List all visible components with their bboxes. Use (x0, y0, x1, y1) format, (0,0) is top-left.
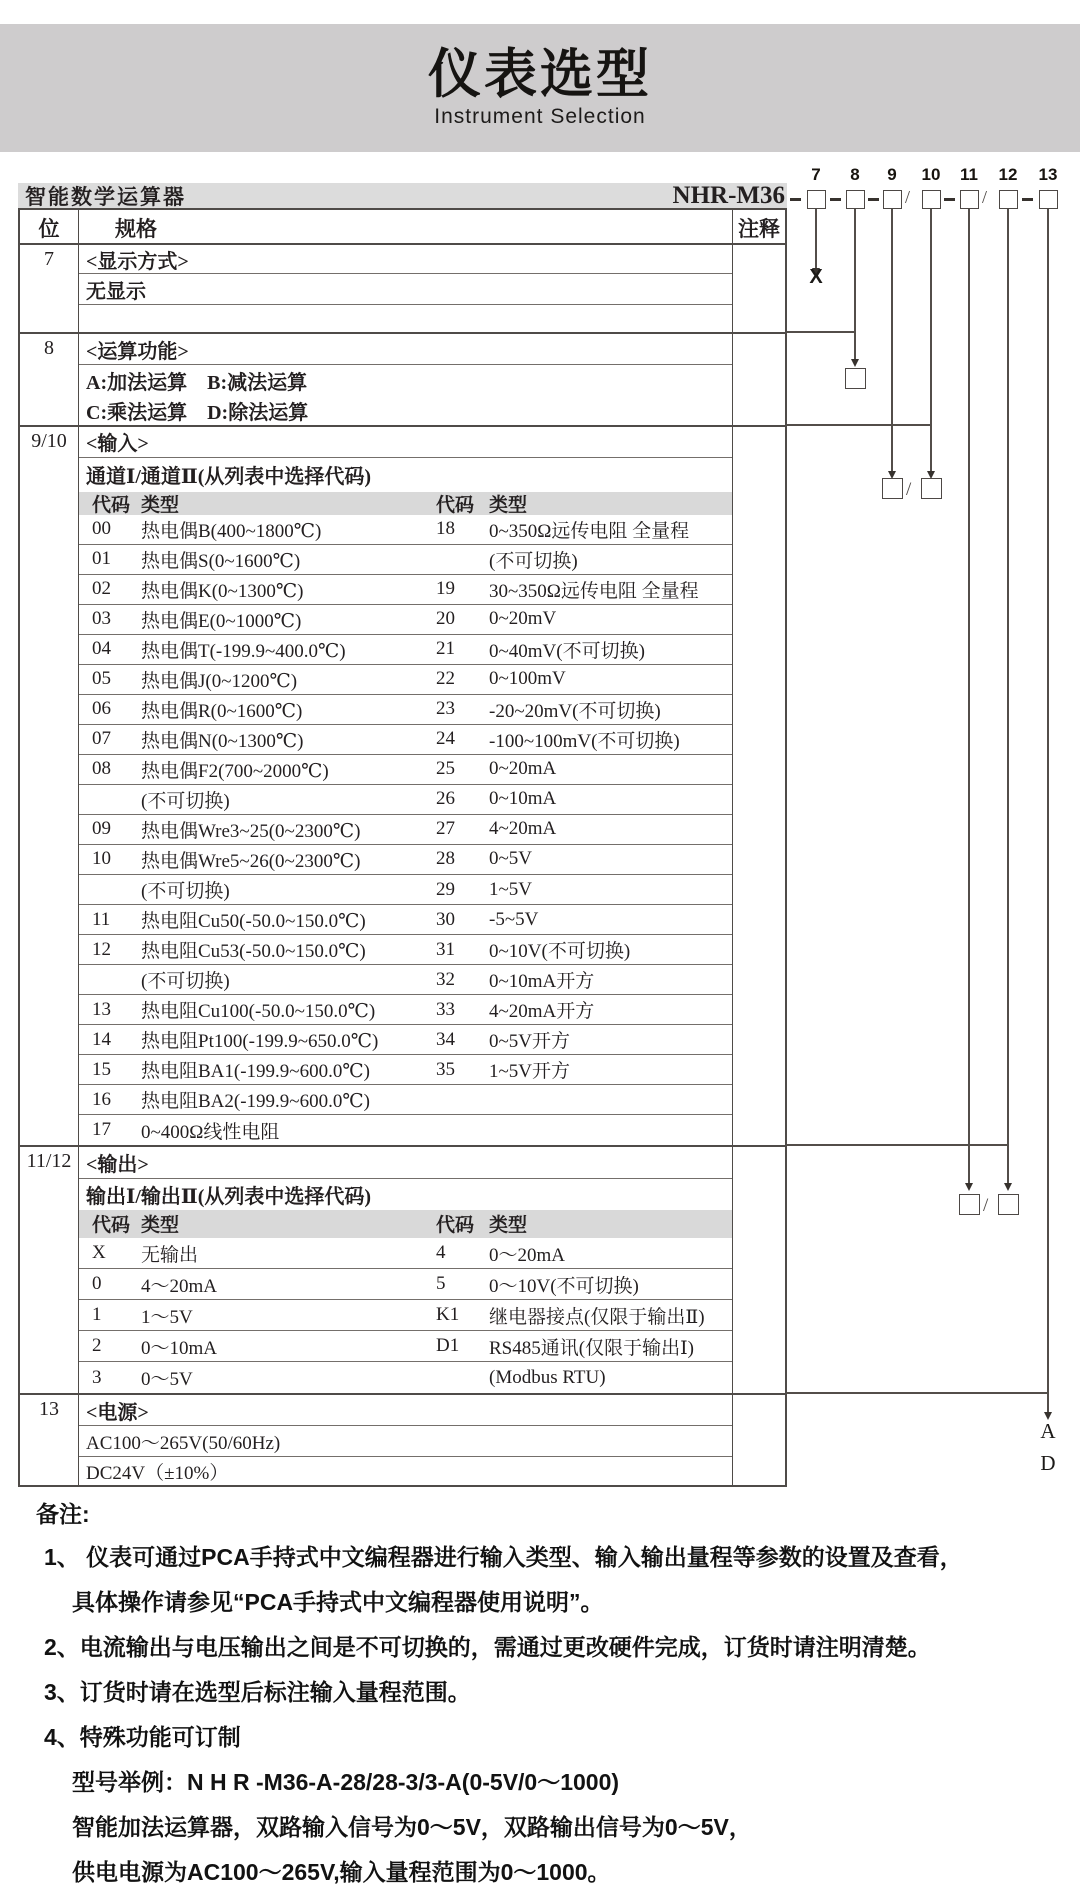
sample-slash: / (906, 479, 912, 500)
section-extension-line (787, 1392, 1048, 1394)
table-row: 17 0~400Ω线性电阻 (92, 1119, 280, 1143)
table-row: 12 热电阻Cu53(-50.0~150.0℃) 31 0~10V(不可切换) (79, 935, 732, 965)
code-type-header: 代码 类型 代码 类型 (79, 492, 732, 515)
code-digit-7: 7 (811, 165, 821, 184)
arrow-down-icon (965, 1183, 973, 1191)
position-value: 8 (20, 334, 79, 425)
table-row: 05 热电偶J(0~1200℃) 22 0~100mV (79, 665, 732, 695)
col-header-note: 注释 (738, 217, 780, 241)
code-separator-dash (830, 198, 841, 201)
code-box-12 (999, 190, 1018, 209)
code-separator-dash (1022, 198, 1033, 201)
sample-code-pos13-ac: A (1040, 1419, 1056, 1443)
note-cell (733, 1395, 785, 1485)
section-label: <输出> (79, 1147, 732, 1179)
table-row: 06 热电偶R(0~1600℃) 23 -20~20mV(不可切换) (79, 695, 732, 725)
table-row: 15 热电阻BA1(-199.9~600.0℃) 35 1~5V开方 (79, 1055, 732, 1085)
leader-line-10 (930, 209, 932, 471)
section-label: <运算功能> (79, 334, 732, 365)
table-row: 02 热电偶K(0~1300℃) 19 30~350Ω远传电阻 全量程 (79, 575, 732, 605)
option-row: C:乘法运算 D:除法运算 (86, 402, 309, 424)
leader-line-9 (891, 209, 893, 471)
page-title: 仪表选型 (428, 44, 652, 104)
product-name: 智能数学运算器 (25, 185, 186, 209)
table-row: 14 热电阻Pt100(-199.9~650.0℃) 34 0~5V开方 (79, 1025, 732, 1055)
table-row: 1 1～5V K1 继电器接点(仅限于输出Ⅱ) (79, 1300, 732, 1331)
remarks (0, 1496, 1060, 1895)
channel-note: 通道Ⅰ/通道Ⅱ(从列表中选择代码) (86, 466, 372, 489)
leader-line-7 (815, 209, 817, 268)
arrow-down-icon (851, 359, 859, 367)
sample-code-pos7: X (809, 266, 823, 288)
col-header-position: 位 (20, 210, 79, 243)
table-row: (不可切换) 32 0~10mA开方 (79, 965, 732, 995)
table-row: 0 4～20mA 5 0～10V(不可切换) (79, 1269, 732, 1300)
table-row: 09 热电偶Wre3~25(0~2300℃) 27 4~20mA (79, 815, 732, 845)
position-value: 11/12 (20, 1147, 79, 1393)
table-row: 01 热电偶S(0~1600℃) (不可切换) (79, 545, 732, 575)
code-separator-dash (868, 198, 879, 201)
leader-line-11 (968, 209, 970, 1183)
code-box-9 (883, 190, 902, 209)
note-cell (733, 427, 785, 1145)
option-row: A:加法运算 B:减法运算 (86, 372, 308, 394)
section-label: <显示方式> (79, 245, 732, 274)
code-type-header: 代码 类型 代码 类型 (79, 1210, 732, 1239)
section-extension-line (787, 331, 855, 333)
section-input (20, 425, 785, 1145)
remarks-label: 备注: (36, 1501, 90, 1527)
section-display-mode (20, 243, 785, 332)
table-row: 2 0～10mA D1 RS485通讯(仅限于输出Ⅰ) (79, 1331, 732, 1362)
code-digit-10: 10 (921, 165, 941, 184)
sample-box-pos12 (998, 1194, 1019, 1215)
code-separator-dash (944, 198, 955, 201)
code-separator-slash: / (982, 187, 988, 207)
remark-item: 1、 仪表可通过PCA手持式中文编程器进行输入类型、输入输出量程等参数的设置及查看， (44, 1544, 963, 1570)
sample-code-pos13-dc: D (1040, 1451, 1056, 1475)
table-row: 08 热电偶F2(700~2000℃) 25 0~20mA (79, 755, 732, 785)
position-value: 9/10 (20, 427, 79, 1145)
note-cell (733, 1147, 785, 1393)
remark-item-continuation: 智能加法运算器，双路输入信号为0～5V，双路输出信号为0～5V， (72, 1814, 752, 1840)
page-banner (0, 24, 1080, 152)
sample-box-pos9 (882, 478, 903, 499)
selection-table (18, 208, 787, 1487)
remark-item-continuation: 供电电源为AC100～265V,输入量程范围为0～1000。 (72, 1859, 611, 1885)
table-row: 13 热电阻Cu100(-50.0~150.0℃) 33 4~20mA开方 (79, 995, 732, 1025)
table-row: 10 热电偶Wre5~26(0~2300℃) 28 0~5V (79, 845, 732, 875)
code-box-10 (922, 190, 941, 209)
empty-row (79, 305, 732, 332)
table-row: 16 热电阻BA2(-199.9~600.0℃) (79, 1085, 732, 1115)
code-digit-9: 9 (887, 165, 897, 184)
note-cell (733, 245, 785, 332)
code-box-11 (960, 190, 979, 209)
arrow-down-icon (1004, 1183, 1012, 1191)
model-number: NHR-M36 (672, 182, 785, 209)
code-digit-8: 8 (850, 165, 860, 184)
section-label: <输入> (79, 427, 732, 458)
option-row: 无显示 (79, 274, 732, 305)
table-row: 03 热电偶E(0~1000℃) 20 0~20mV (79, 605, 732, 635)
sample-box-pos11 (959, 1194, 980, 1215)
table-row: X 无输出 4 0～20mA (79, 1238, 732, 1269)
col-header-spec: 规格 (79, 210, 733, 243)
section-label: <电源> (79, 1395, 732, 1426)
code-digit-13: 13 (1038, 165, 1058, 184)
model-titlebar (18, 183, 787, 209)
section-extension-line (787, 1144, 1008, 1146)
leader-line-13 (1047, 209, 1049, 1412)
option-row: AC100～265V(50/60Hz) (79, 1426, 732, 1457)
code-box-7 (807, 190, 826, 209)
section-power (20, 1393, 785, 1485)
code-separator-slash: / (905, 187, 911, 207)
leader-line-12 (1007, 209, 1009, 1183)
remark-item: 4、特殊功能可订制 (44, 1724, 241, 1750)
table-header-row (20, 210, 785, 243)
channel-note: 输出Ⅰ/输出Ⅱ(从列表中选择代码) (86, 1185, 372, 1208)
position-value: 7 (20, 245, 79, 332)
section-operation (20, 332, 785, 425)
code-digit-12: 12 (998, 165, 1018, 184)
remark-item-continuation: 型号举例：N H R -M36-A-28/28-3/3-A(0-5V/0～1000) (72, 1769, 620, 1795)
code-box-8 (846, 190, 865, 209)
table-row: (不可切换) 26 0~10mA (79, 785, 732, 815)
code-box-13 (1039, 190, 1058, 209)
note-cell (733, 334, 785, 425)
remark-item: 2、电流输出与电压输出之间是不可切换的，需通过更改硬件完成，订货时请注明清楚。 (44, 1634, 931, 1660)
remark-item-continuation: 具体操作请参见“PCA手持式中文编程器使用说明”。 (72, 1589, 604, 1615)
option-row: DC24V（±10%） (86, 1462, 229, 1484)
code-digit-11: 11 (960, 165, 978, 184)
leader-line-8 (854, 209, 856, 359)
remark-item: 3、订货时请在选型后标注输入量程范围。 (44, 1679, 471, 1705)
section-extension-line (787, 424, 931, 426)
table-row: 11 热电阻Cu50(-50.0~150.0℃) 30 -5~5V (79, 905, 732, 935)
table-row: 07 热电偶N(0~1300℃) 24 -100~100mV(不可切换) (79, 725, 732, 755)
position-value: 13 (20, 1395, 79, 1485)
page-subtitle: Instrument Selection (434, 104, 646, 128)
table-row: 00 热电偶B(400~1800℃) 18 0~350Ω远传电阻 全量程 (79, 515, 732, 545)
table-row: (不可切换) 29 1~5V (79, 875, 732, 905)
sample-box-pos10 (921, 478, 942, 499)
code-separator-dash (790, 198, 801, 201)
sample-box-pos8 (845, 368, 866, 389)
table-row: 3 0～5V (Modbus RTU) (92, 1366, 606, 1391)
sample-slash: / (983, 1195, 989, 1216)
table-row: 04 热电偶T(-199.9~400.0℃) 21 0~40mV(不可切换) (79, 635, 732, 665)
section-output (20, 1145, 785, 1393)
